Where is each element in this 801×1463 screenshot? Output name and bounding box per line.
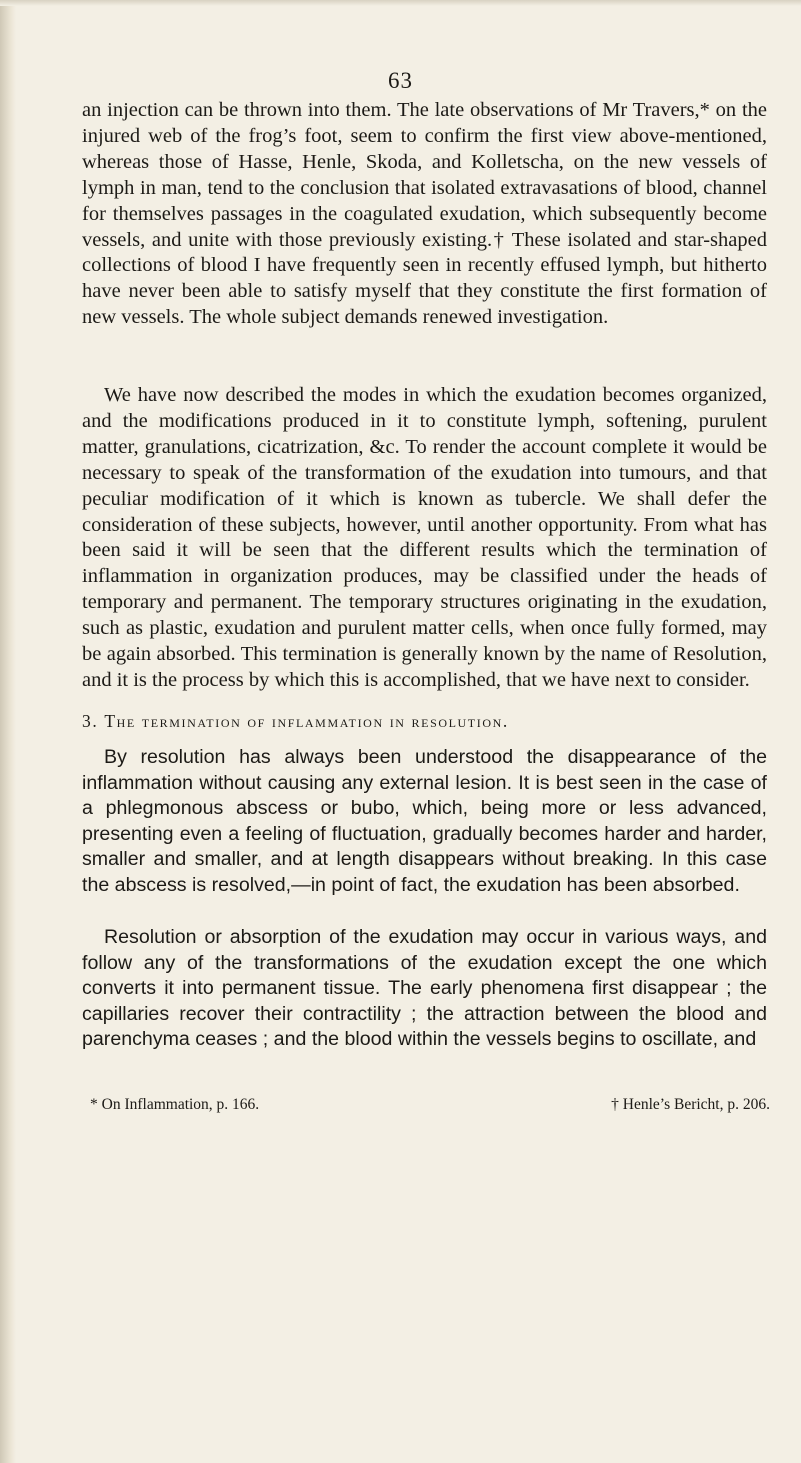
footnote-1: [90, 1096, 259, 1114]
top-edge: [0, 0, 801, 6]
paragraph-2-text: We have now described the modes in which the exudation becomes organized, and the modifications produced in it to constitute lymph, softening, purulent matter, granulations, cicatrization, &c. To render the account complete it would be necessary to speak of the transformation of the exudation into tumours, and that peculiar modification of it which is known as tubercle. We shall defer the consideration of these subjects, however, until another opportunity. From what has been said it will be seen that the different results which the termination of inflammation in organization produces, may be classified under the heads of temporary and permanent. The temporary structures originating in the exudation, such as plastic, exudation and purulent matter cells, when once fully formed, may be again absorbed. This termination is generally known by the name of Resolution, and it is the process by which this is accomplished, that we have next to consider.: [82, 384, 767, 691]
footnotes: [90, 1096, 770, 1114]
paragraph-4-text: Resolution or absorption of the exudation may occur in various ways, and follow any of the transformations of the exudation except the one which converts it into permanent tissue. The early phenomena first disappear ; the capillaries recover their contractility ; the attraction between the blood and parenchyma ceases ; and the blood within the vessels begins to oscillate, and: [82, 926, 767, 1051]
paragraph-1-text: an injection can be thrown into them. The late observations of Mr Travers,* on the injured web of the frog’s foot, seem to confirm the first view above-mentioned, whereas those of Hasse, Henle, Skoda, and Kolletscha, on the new vessels of lymph in man, tend to the conclusion that isolated extravasations of blood, channel for themselves passages in the coagulated exudation, which subsequently become vessels, and unite with those previously existing.† These isolated and star-shaped collections of blood I have frequently seen in recently effused lymph, but hitherto have never been able to satisfy myself that they constitute the first formation of new vessels. The whole subject demands renewed investigation.: [82, 99, 767, 329]
binding-edge: [0, 0, 16, 1463]
section-heading-number: 3.: [82, 711, 99, 731]
footnote-1-mark: *: [90, 1096, 98, 1113]
footnote-2-text: Henle’s Bericht, p. 206.: [622, 1096, 770, 1113]
footnote-2: [611, 1096, 770, 1114]
paragraph-2: [82, 383, 767, 694]
footnote-2-mark: †: [611, 1096, 619, 1113]
paragraph-3-text: By resolution has always been understood the disappearance of the inflammation without causing any external lesion. It is best seen in the case of a phlegmonous abscess or bubo, which, being more or less advanced, presenting even a feeling of fluctuation, gradually becomes harder and harder, smaller and smaller, and at length disappears without breaking. In this case the abscess is resolved,—in point of fact, the exudation has been absorbed.: [82, 746, 767, 896]
section-heading: [82, 708, 772, 734]
paragraph-4: [82, 925, 767, 1053]
paragraph-1: [82, 98, 767, 331]
paragraph-3: [82, 745, 767, 899]
page-number: 63: [388, 68, 413, 93]
section-heading-text: The termination of inflammation in resolution.: [104, 711, 509, 731]
footnote-1-text: On Inflammation, p. 166.: [101, 1096, 260, 1113]
